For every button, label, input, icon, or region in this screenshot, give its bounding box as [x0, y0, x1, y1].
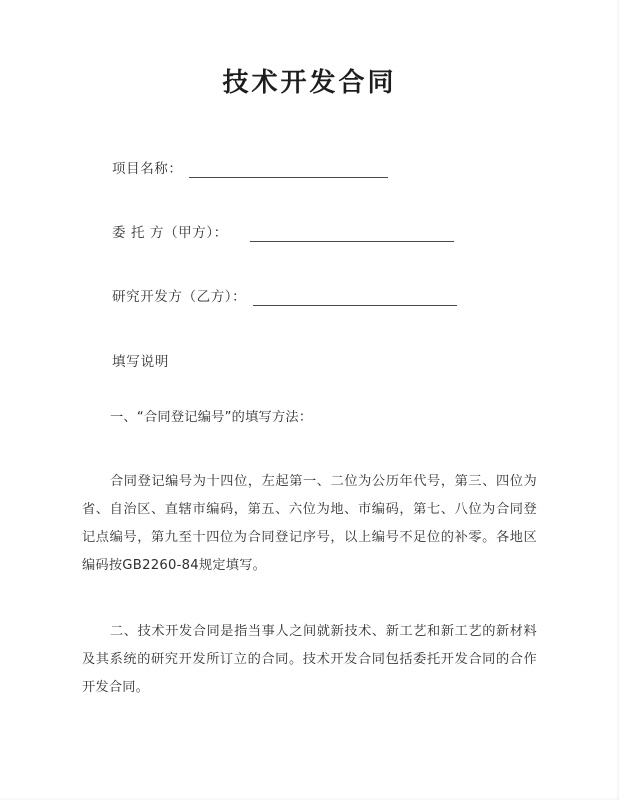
- clause-1-body: 合同登记编号为十四位，左起第一、二位为公历年代号，第三、四位为省、自治区、直辖市编码，第五、六位为地、市编码，第七、八位为合同登记点编号，第九至十四位为合同登记序号，以上编号不足位的补零。各地区编码按GB2260-84规定填写。: [82, 474, 537, 573]
- developer-party-label: 研究开发方（乙方）：: [112, 289, 247, 305]
- form-field-client-party: [112, 224, 454, 242]
- project-name-input[interactable]: [189, 162, 388, 178]
- client-party-input[interactable]: [250, 226, 454, 242]
- client-party-label: 委 托 方（甲方）：: [112, 225, 228, 241]
- page-title: 技术开发合同: [222, 68, 397, 98]
- form-field-project-name: [112, 160, 388, 178]
- clause-1-heading: 一、“合同登记编号”的填写方法：: [110, 410, 313, 425]
- instructions-heading: 填写说明: [112, 354, 170, 370]
- form-field-developer-party: [112, 288, 457, 306]
- developer-party-input[interactable]: [253, 290, 457, 306]
- clause-2-heading: 二、技术开发合同是指当事人之间就新技术、新工艺和新工艺的新材料及其系统的研究开发所订立的合同。技术开发合同包括委托开发合同的合作开发合同。: [82, 624, 537, 695]
- project-name-label: 项目名称：: [112, 161, 183, 177]
